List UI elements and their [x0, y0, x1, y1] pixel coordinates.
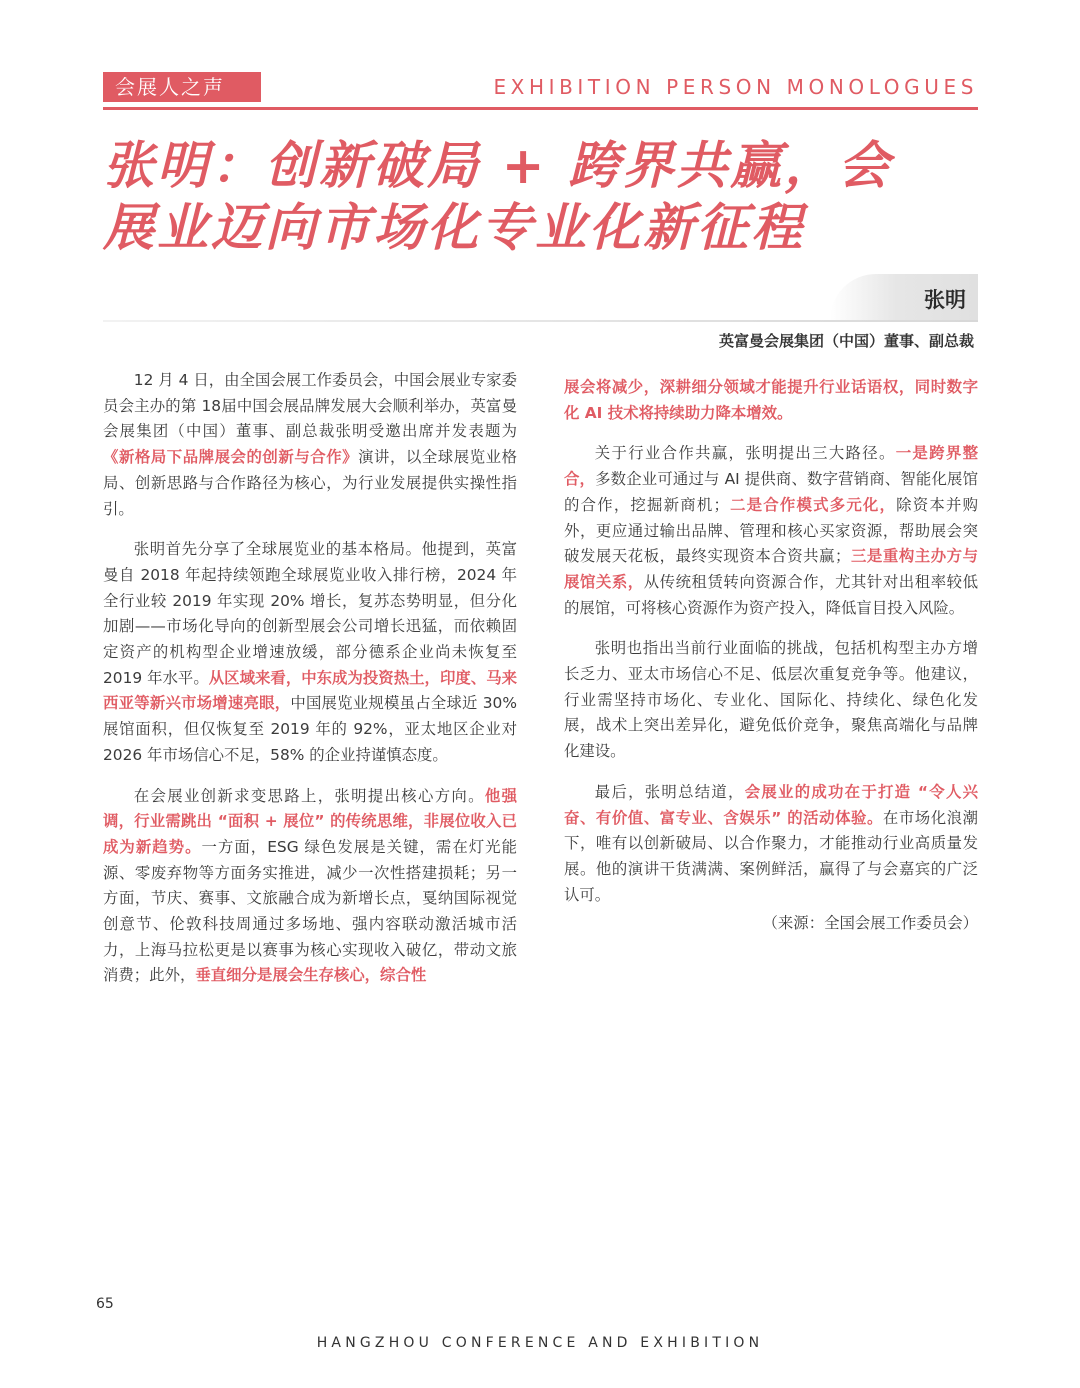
- text-run: 在会展业创新求变思路上，张明提出核心方向。: [133, 786, 485, 805]
- section-title-en: EXHIBITION PERSON MONOLOGUES: [493, 75, 978, 99]
- text-run: 张明也指出当前行业面临的挑战，包括机构型主办方增长乏力、亚太市场信心不足、低层次重复竞争等。他建议，行业需坚持市场化、专业化、国际化、持续化、绿色化发展，战术上突出差异化，避免低价竞争，聚焦高端化与品牌化建设。: [564, 639, 978, 761]
- right-column: [564, 375, 978, 952]
- author-role: 英富曼会展集团（中国）董事、副总裁: [718, 332, 974, 350]
- author-bar: [103, 274, 978, 322]
- text-run: 最后，张明总结道，: [594, 782, 745, 801]
- paragraph: [103, 537, 517, 768]
- paragraph: [564, 441, 978, 621]
- paragraph: [564, 780, 978, 909]
- text-run: 一方面，ESG 绿色发展是关键，需在灯光能源、零废弃物等方面务实推进，减少一次性搭建损耗；另一方面，节庆、赛事、文旅融合成为新增长点，戛纳国际视觉创意节、伦敦科技周通过多场地、强内容联动激活城市活力，上海马拉松更是以赛事为核心实现收入破亿，带动文旅消费；此外，: [103, 837, 517, 985]
- paragraph: [564, 636, 978, 765]
- header-divider: [103, 107, 978, 110]
- left-column: [103, 368, 517, 1004]
- author-name: 张明: [924, 288, 966, 312]
- paragraph: [103, 784, 517, 990]
- title-line-1: 张明：创新破局 + 跨界共赢，会: [103, 137, 893, 196]
- section-tag: 会展人之声: [103, 72, 261, 102]
- text-run: 中国展览业规模虽占全球近 30% 展馆面积，但仅恢复至 2019 年的 92%，亚太地区企业对 2026 年市场信心不足，58% 的企业持谨慎态度。: [103, 694, 517, 764]
- article-title: [103, 136, 983, 260]
- text-run: 张明首先分享了全球展览业的基本格局。他提到，英富曼自 2018 年起持续领跑全球展览业收入排行榜，2024 年全行业较 2019 年实现 20% 增长，复苏态势明显，但分化加剧——市场化导向的创新型展会公司增长迅猛，而依赖固定资产的机构型企业增速放缓，部分德系企业尚未恢复至 2019 年水平。: [103, 540, 517, 687]
- highlight-text: 一是跨界整合，: [564, 444, 978, 489]
- publication-name: HANGZHOU CONFERENCE AND EXHIBITION: [316, 1335, 764, 1351]
- paragraph: [564, 375, 978, 426]
- highlight-text: 从区域来看，中东成为投资热土，印度、马来西亚等新兴市场增速亮眼，: [103, 668, 517, 713]
- highlight-text: 《新格局下品牌展会的创新与合作》: [103, 448, 359, 467]
- highlight-text: 二是合作模式多元化，: [728, 495, 897, 514]
- source-credit: （来源：全国会展工作委员会）: [762, 914, 978, 933]
- section-header: [103, 72, 978, 112]
- text-run: 12 月 4 日，由全国会展工作委员会，中国会展业专家委员会主办的第 18届中国会展品牌发展大会顺利举办，英富曼会展集团（中国）董事、副总裁张明受邀出席并发表题为: [103, 371, 517, 441]
- highlight-text: 展会将减少，深耕细分领域才能提升行业话语权，同时数字化 AI 技术将持续助力降本增效。: [564, 378, 978, 422]
- text-run: 除资本并购外，更应通过输出品牌、管理和核心买家资源，帮助展会突破发展天花板，最终实现资本合资共赢；: [564, 495, 978, 566]
- highlight-text: 他强调，行业需跳出 “面积 + 展位” 的传统思维，非展位收入已成为新趋势。: [103, 786, 517, 856]
- text-run: 在市场化浪潮下，唯有以创新破局、以合作聚力，才能推动行业高质量发展。他的演讲干货满满、案例鲜活，赢得了与会嘉宾的广泛认可。: [564, 808, 978, 904]
- title-line-2: 展业迈向市场化专业化新征程: [103, 199, 806, 258]
- highlight-text: 会展业的成功在于打造 “令人兴奋、有价值、富专业、含娱乐” 的活动体验。: [564, 782, 978, 827]
- highlight-text: 三是重构主办方与展馆关系，: [564, 547, 978, 591]
- text-run: 从传统租赁转向资源合作，尤其针对出租率较低的展馆，可将核心资源作为资产投入，降低盲目投入风险。: [564, 572, 978, 617]
- text-run: 关于行业合作共赢，张明提出三大路径。: [594, 444, 896, 463]
- highlight-text: 垂直细分是展会生存核心，综合性: [195, 966, 427, 985]
- paragraph: [103, 368, 517, 522]
- page-number: 65: [96, 1296, 114, 1312]
- author-divider: [103, 320, 978, 322]
- text-run: 演讲，以全球展览业格局、创新思路与合作路径为核心，为行业发展提供实操性指引。: [103, 448, 517, 518]
- text-run: 多数企业可通过与 AI 提供商、数字营销商、智能化展馆的合作，挖掘新商机；: [564, 470, 978, 514]
